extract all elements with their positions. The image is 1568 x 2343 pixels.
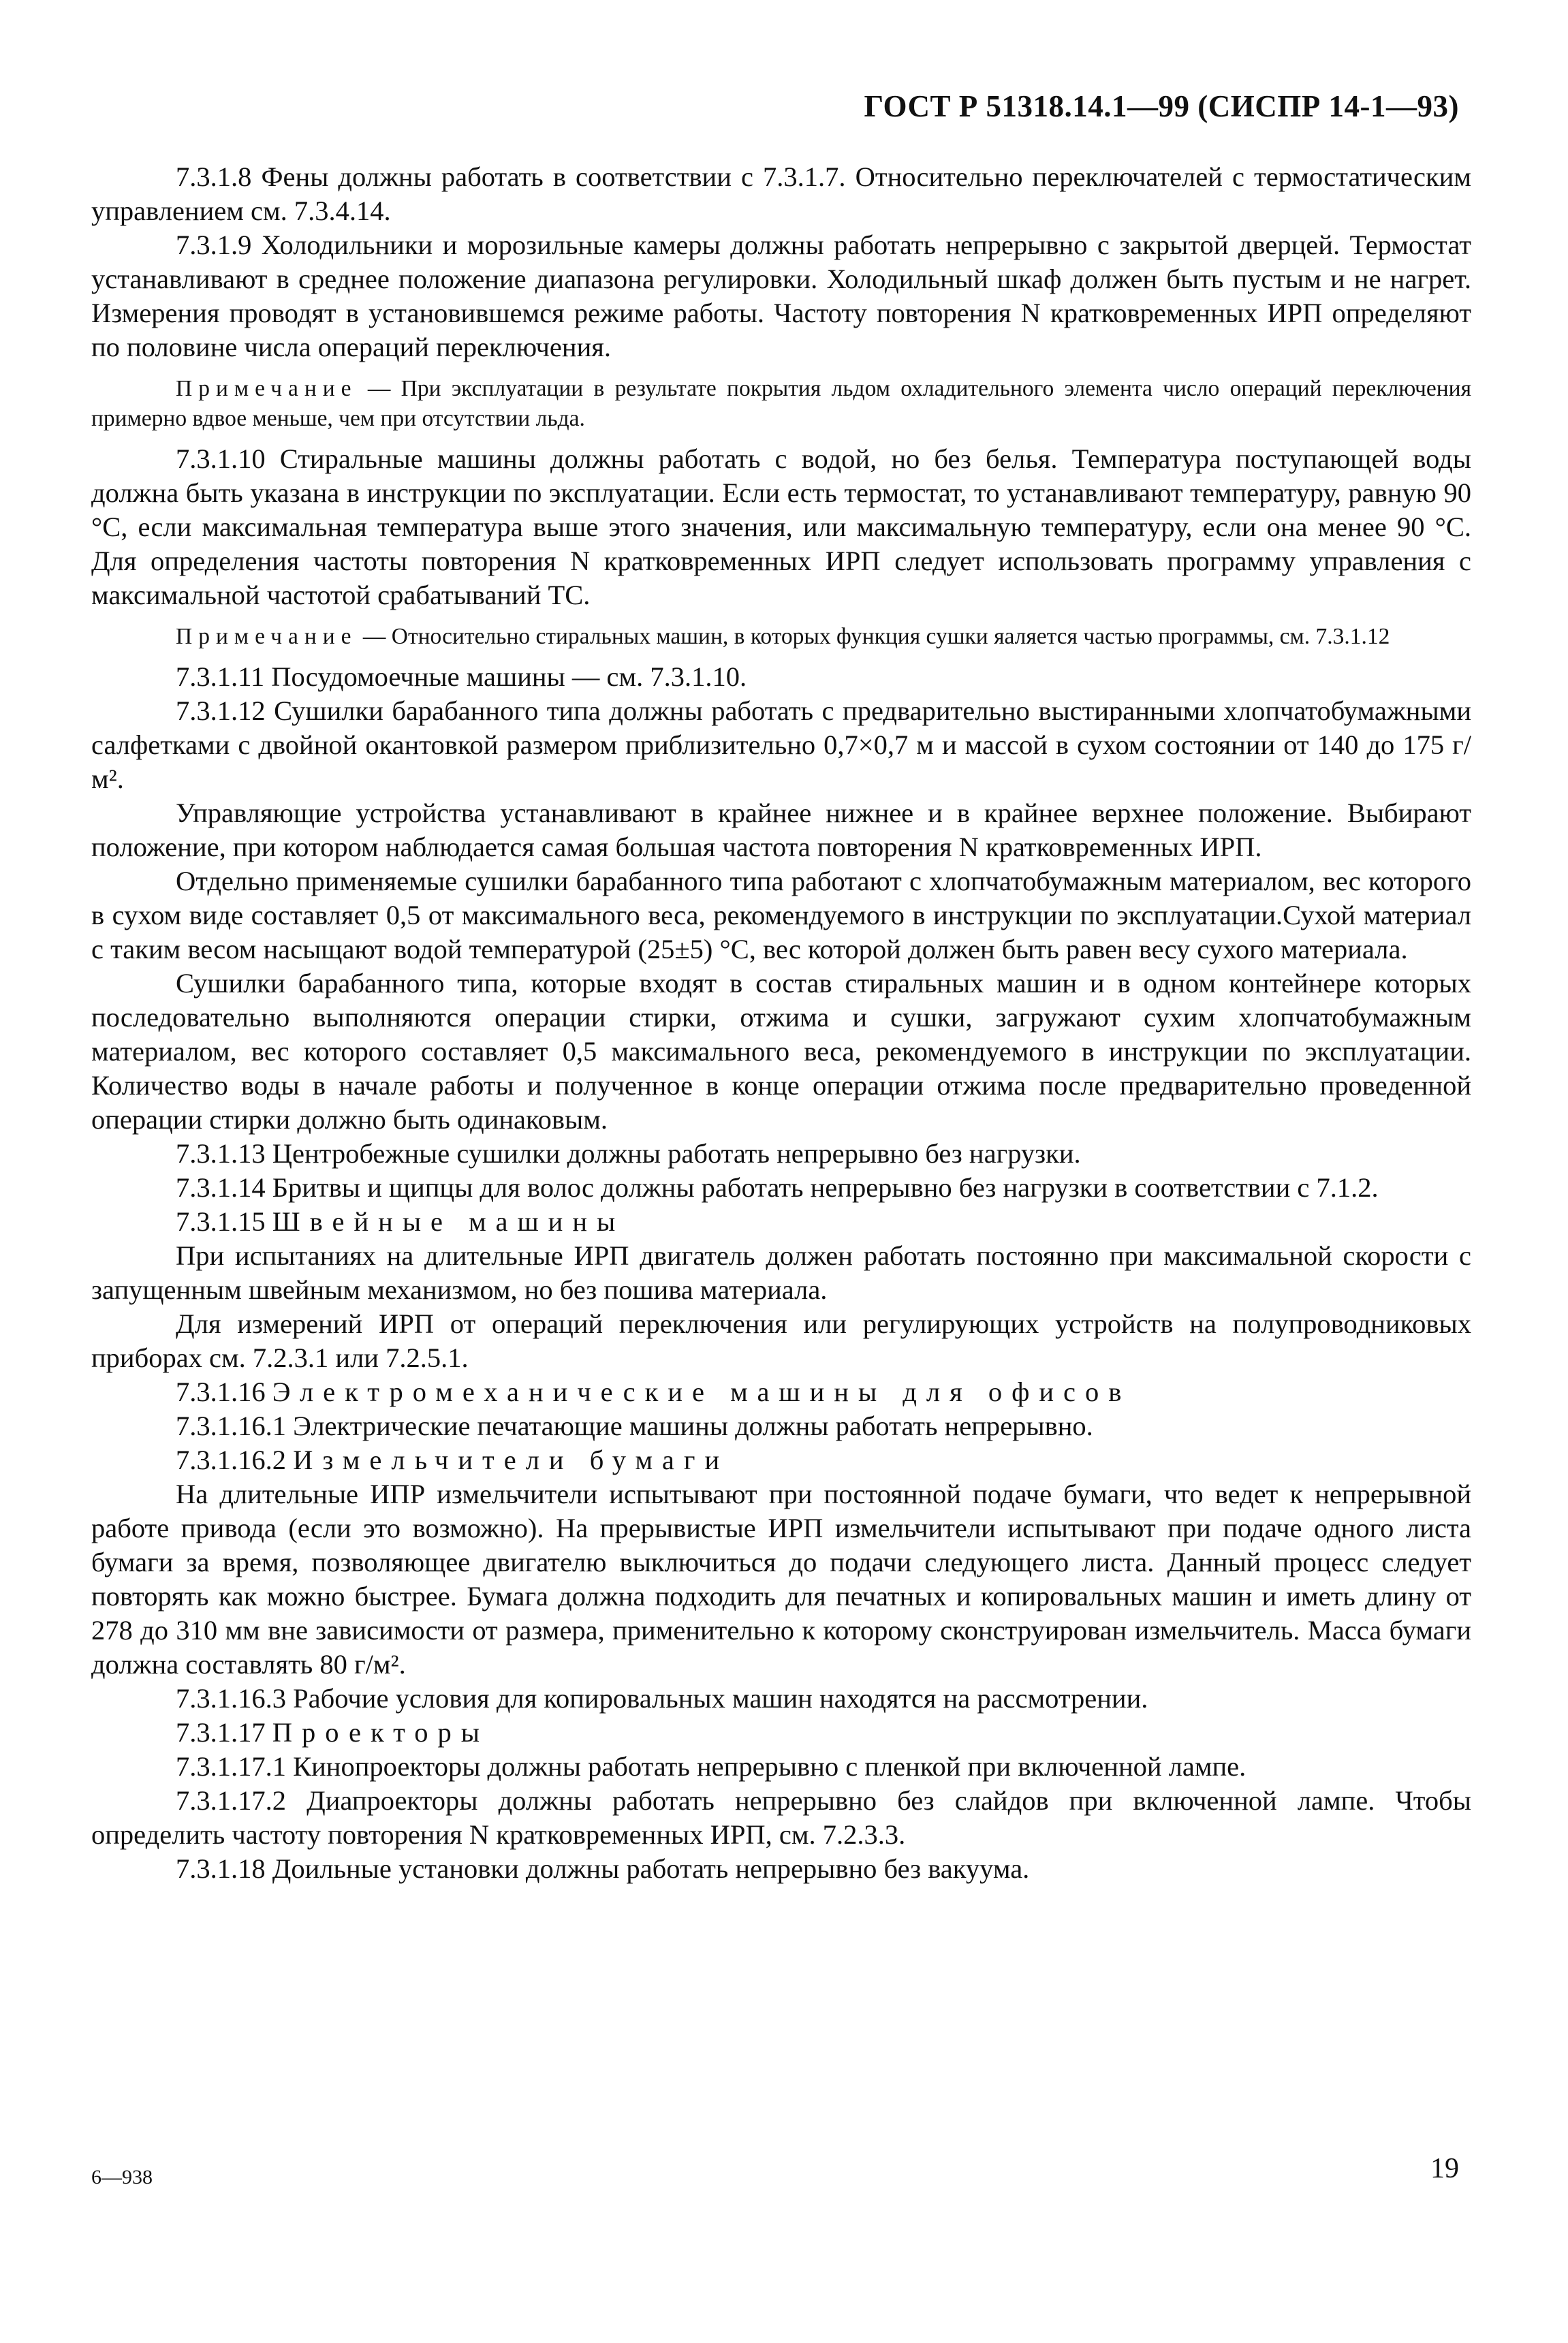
clause-title: Электромеханические машины для офисов	[272, 1377, 1131, 1407]
paragraph-combined-dryers: Сушилки барабанного типа, которые входят в состав стиральных машин и в одном контейнере которых последовательно выполняются операции стирки, отжима и сушки, загружают сухим хлопчатобумажным материалом, вес которого составляет 0,5 максимального веса, рекомендуемого в инструкции по эксплуатации. Количество воды в начале работы и полученное в конце операции отжима после предварительно проведенной операции стирки должно быть одинаковым.	[91, 968, 1471, 1135]
clause-7-3-1-9: 7.3.1.9 Холодильники и морозильные камеры должны работать непрерывно с закрытой дверцей. Термостат устанавливают в среднее положение диапазона регулировки. Холодильный шкаф должен быть пустым и не нагрет. Измерения проводят в установившемся режиме работы. Частоту повторения N кратковременных ИРП определяют по половине числа операций переключения.	[91, 230, 1471, 362]
clause-title: Швейные машины	[272, 1206, 625, 1237]
note-label: Примечание	[176, 624, 358, 649]
clause-number: 7.3.1.15	[176, 1206, 272, 1237]
clause-number: 7.3.1.16.2	[176, 1445, 294, 1475]
clause-7-3-1-15	[91, 1205, 1471, 1239]
print-code: 6—938	[91, 2166, 153, 2188]
paragraph-separate-dryers: Отдельно применяемые сушилки барабанного типа работают с хлопчатобумажным материалом, вес которого в сухом виде составляет 0,5 от максимального веса, рекомендуемого в инструкции по эксплуатации.Сухой материал с таким весом насыщают водой температурой (25±5) °С, вес которой должен быть равен весу сухого материала.	[91, 866, 1471, 964]
document-body	[91, 160, 1471, 1886]
clause-7-3-1-10: 7.3.1.10 Стиральные машины должны работать с водой, но без белья. Температура поступающей воды должна быть указана в инструкции по эксплуатации. Если есть термостат, то устанавливают температуру, равную 90 °С, если максимальная температура выше этого значения, или максимальную температуру, если она менее 90 °С. Для определения частоты повторения N кратковременных ИРП следует использовать программу управления с максимальной частотой срабатываний ТС.	[91, 443, 1471, 610]
clause-7-3-1-13: 7.3.1.13 Центробежные сушилки должны работать непрерывно без нагрузки.	[176, 1138, 1081, 1169]
paragraph-sewing-long-duration: При испытаниях на длительные ИРП двигатель должен работать постоянно при максимальной скорости с запущенным швейным механизмом, но без пошива материала.	[91, 1240, 1471, 1305]
note-washing-machines	[91, 622, 1471, 652]
note-text: — При эксплуатации в результате покрытия льдом охладительного элемента число операций переключения примерно вдвое меньше, чем при отсутствии льда.	[91, 376, 1471, 431]
clause-7-3-1-16-3: 7.3.1.16.3 Рабочие условия для копировальных машин находятся на рассмотрении.	[176, 1683, 1148, 1714]
clause-7-3-1-8: 7.3.1.8 Фены должны работать в соответствии с 7.3.1.7. Относительно переключателей с термостатическим управлением см. 7.3.4.14.	[91, 161, 1471, 226]
clause-7-3-1-16-1: 7.3.1.16.1 Электрические печатающие машины должны работать непрерывно.	[176, 1411, 1093, 1441]
clause-title: Измельчители бумаги	[293, 1445, 730, 1475]
clause-7-3-1-18: 7.3.1.18 Доильные установки должны работать непрерывно без вакуума.	[176, 1853, 1030, 1884]
note-refrigerators	[91, 374, 1471, 434]
paragraph-shredders: На длительные ИПР измельчители испытывают при постоянной подаче бумаги, что ведет к непрерывной работе привода (если это возможно). На прерывистые ИРП измельчители испытывают при подаче одного листа бумаги за время, позволяющее двигателю выключиться до подачи следующего листа. Данный процесс следует повторять как можно быстрее. Бумага должна подходить для печатных и копировальных машин и иметь длину от 278 до 310 мм вне зависимости от размера, применительно к которому сконструирован измельчитель. Масса бумаги должна составлять 80 г/м².	[91, 1479, 1471, 1680]
clause-number: 7.3.1.16	[176, 1377, 272, 1407]
clause-7-3-1-17	[91, 1716, 1471, 1750]
clause-7-3-1-11: 7.3.1.11 Посудомоечные машины — см. 7.3.1.10.	[176, 661, 747, 692]
clause-7-3-1-12: 7.3.1.12 Сушилки барабанного типа должны работать с предварительно выстиранными хлопчатобумажными салфетками с двойной окантовкой размером приблизительно 0,7×0,7 м и массой в сухом состоянии от 140 до 175 г/м².	[91, 695, 1471, 794]
clause-title: Проекторы	[272, 1717, 489, 1748]
paragraph-sewing-switching: Для измерений ИРП от операций переключения или регулирующих устройств на полупроводниковых приборах см. 7.2.3.1 или 7.2.5.1.	[91, 1308, 1471, 1373]
page-number: 19	[1430, 2153, 1459, 2184]
clause-7-3-1-17-2: 7.3.1.17.2 Диапроекторы должны работать непрерывно без слайдов при включенной лампе. Чтобы определить частоту повторения N кратковременных ИРП, см. 7.2.3.3.	[91, 1785, 1471, 1850]
clause-7-3-1-16	[91, 1375, 1471, 1409]
note-label: Примечание	[176, 376, 358, 401]
document-standard-header: ГОСТ Р 51318.14.1—99 (СИСПР 14-1—93)	[864, 89, 1459, 123]
clause-7-3-1-14: 7.3.1.14 Бритвы и щипцы для волос должны работать непрерывно без нагрузки в соответствии с 7.1.2.	[176, 1172, 1379, 1203]
clause-7-3-1-17-1: 7.3.1.17.1 Кинопроекторы должны работать непрерывно с пленкой при включенной лампе.	[176, 1751, 1246, 1782]
clause-number: 7.3.1.17	[176, 1717, 272, 1748]
paragraph-control-devices: Управляющие устройства устанавливают в крайнее нижнее и в крайнее верхнее положение. Выбирают положение, при котором наблюдается самая большая частота повторения N кратковременных ИРП.	[91, 798, 1471, 862]
note-text: — Относительно стиральных машин, в которых функция сушки яаляется частью программы, см. 7.3.1.12	[357, 624, 1390, 649]
clause-7-3-1-16-2	[91, 1443, 1471, 1477]
